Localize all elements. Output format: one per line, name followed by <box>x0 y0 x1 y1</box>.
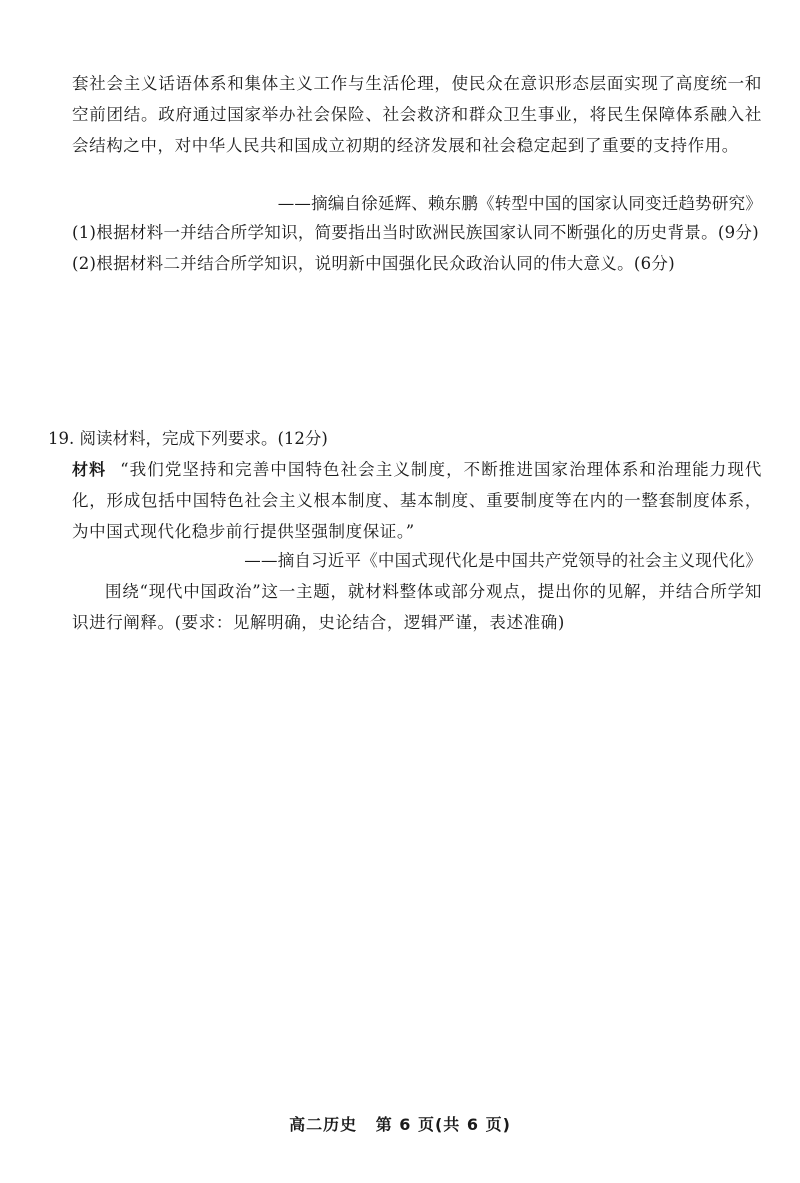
question-19-material-paragraph <box>72 454 762 547</box>
question-19-source-block <box>72 545 762 576</box>
question-19-material <box>72 454 762 547</box>
subquestion-1: (1)根据材料一并结合所学知识，简要指出当时欧洲民族国家认同不断强化的历史背景。(9分) <box>72 223 759 242</box>
question-19-task: 围绕“现代中国政治”这一主题，就材料整体或部分观点，提出你的见解，并结合所学知识进行阐释。(要求：见解明确，史论结合，逻辑严谨，表述准确) <box>72 582 762 632</box>
subquestion-2: (2)根据材料二并结合所学知识，说明新中国强化民众政治认同的伟大意义。(6分) <box>72 254 675 273</box>
material-quote: “我们党坚持和完善中国特色社会主义制度，不断推进国家治理体系和治理能力现代化，形成包括中国特色社会主义根本制度、基本制度、重要制度等在内的一整套制度体系，为中国式现代化稳步前行提供坚强制度保证。” <box>72 460 762 541</box>
material-label: 材料 <box>72 460 107 479</box>
question-19-task-block <box>72 576 762 638</box>
material-two-text: 套社会主义话语体系和集体主义工作与生活伦理，使民众在意识形态层面实现了高度统一和空前团结。政府通过国家举办社会保险、社会救济和群众卫生事业，将民生保障体系融入社会结构之中，对中华人民共和国成立初期的经济发展和社会稳定起到了重要的支持作用。 <box>72 74 762 155</box>
question-18-subquestions <box>72 217 762 279</box>
page-footer <box>0 1112 800 1135</box>
material-two-source: ——摘编自徐延辉、赖东鹏《转型中国的国家认同变迁趋势研究》 <box>277 194 762 213</box>
material-two-continuation <box>72 68 762 161</box>
question-19-source: ——摘自习近平《中国式现代化是中国共产党领导的社会主义现代化》 <box>244 551 762 570</box>
material-two-source-block <box>72 188 762 219</box>
question-19-heading: 19. 阅读材料，完成下列要求。(12分) <box>48 429 328 448</box>
footer-page-number: 第 6 页(共 6 页) <box>375 1115 511 1134</box>
footer-subject: 高二历史 <box>289 1115 358 1134</box>
